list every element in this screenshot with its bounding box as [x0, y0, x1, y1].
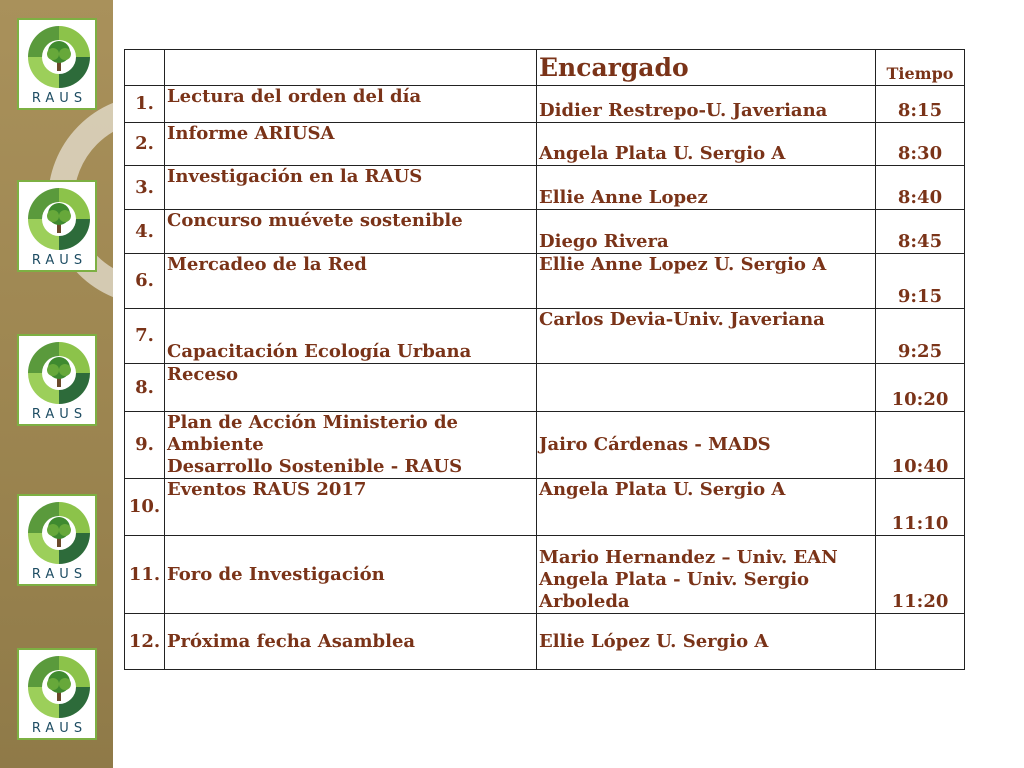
row-responsible [537, 536, 876, 614]
table-row [125, 86, 965, 123]
tree-puzzle-icon [23, 338, 95, 408]
row-time [876, 614, 965, 670]
row-number: 3. [125, 166, 165, 210]
header-number [125, 50, 165, 86]
row-item: Investigación en la RAUS [165, 166, 537, 210]
table-row [125, 166, 965, 210]
row-responsible-line: Angela Plata - Univ. Sergio Arboleda [539, 569, 810, 612]
row-responsible: Ellie Anne Lopez U. Sergio A [537, 254, 876, 309]
row-time: 8:15 [876, 86, 965, 123]
row-time: 8:40 [876, 166, 965, 210]
row-responsible [537, 364, 876, 412]
row-time: 8:30 [876, 123, 965, 166]
row-item: Foro de Investigación [165, 536, 537, 614]
row-item: Mercadeo de la Red [165, 254, 537, 309]
row-number: 4. [125, 210, 165, 254]
row-item: Próxima fecha Asamblea [165, 614, 537, 670]
agenda-table [124, 49, 965, 670]
row-number: 11. [125, 536, 165, 614]
logo-text: RAUS [31, 567, 88, 582]
table-row [125, 614, 965, 670]
row-number: 2. [125, 123, 165, 166]
row-item: Receso [165, 364, 537, 412]
row-time: 9:15 [876, 254, 965, 309]
logo-text: RAUS [31, 253, 88, 268]
raus-logo [17, 648, 97, 740]
row-item: Capacitación Ecología Urbana [165, 309, 537, 364]
header-time: Tiempo [876, 50, 965, 86]
row-item: Eventos RAUS 2017 [165, 479, 537, 536]
tree-puzzle-icon [23, 22, 95, 92]
table-row [125, 210, 965, 254]
table-header-row [125, 50, 965, 86]
row-time: 10:40 [876, 412, 965, 479]
row-responsible: Angela Plata U. Sergio A [537, 123, 876, 166]
row-responsible: Carlos Devia-Univ. Javeriana [537, 309, 876, 364]
tree-puzzle-icon [23, 652, 95, 722]
row-number: 7. [125, 309, 165, 364]
tree-puzzle-icon [23, 498, 95, 568]
table-row [125, 412, 965, 479]
raus-logo [17, 334, 97, 426]
logo-text: RAUS [31, 91, 88, 106]
row-responsible: Jairo Cárdenas - MADS [537, 412, 876, 479]
row-time: 8:45 [876, 210, 965, 254]
row-responsible: Ellie López U. Sergio A [537, 614, 876, 670]
tree-puzzle-icon [23, 184, 95, 254]
row-responsible-line: Mario Hernandez – Univ. EAN [539, 547, 838, 568]
row-responsible: Diego Rivera [537, 210, 876, 254]
table-row [125, 364, 965, 412]
header-item [165, 50, 537, 86]
row-number: 8. [125, 364, 165, 412]
row-time: 9:25 [876, 309, 965, 364]
row-number: 12. [125, 614, 165, 670]
row-responsible: Ellie Anne Lopez [537, 166, 876, 210]
table-row [125, 479, 965, 536]
row-item-line: Desarrollo Sostenible - RAUS [167, 456, 463, 477]
table-row [125, 536, 965, 614]
row-time: 10:20 [876, 364, 965, 412]
raus-logo [17, 494, 97, 586]
header-responsible: Encargado [537, 50, 876, 86]
raus-logo [17, 180, 97, 272]
raus-logo [17, 18, 97, 110]
row-time: 11:20 [876, 536, 965, 614]
row-responsible: Angela Plata U. Sergio A [537, 479, 876, 536]
sidebar [0, 0, 113, 768]
row-item: Concurso muévete sostenible [165, 210, 537, 254]
row-item [165, 412, 537, 479]
row-item-line: Plan de Acción Ministerio de Ambiente [167, 412, 458, 455]
row-item: Informe ARIUSA [165, 123, 537, 166]
row-time: 11:10 [876, 479, 965, 536]
logo-text: RAUS [31, 407, 88, 422]
row-number: 1. [125, 86, 165, 123]
row-item: Lectura del orden del día [165, 86, 537, 123]
row-number: 10. [125, 479, 165, 536]
table-row [125, 123, 965, 166]
table-row [125, 309, 965, 364]
row-number: 9. [125, 412, 165, 479]
row-number: 6. [125, 254, 165, 309]
table-row [125, 254, 965, 309]
logo-text: RAUS [31, 721, 88, 736]
row-responsible: Didier Restrepo-U. Javeriana [537, 86, 876, 123]
